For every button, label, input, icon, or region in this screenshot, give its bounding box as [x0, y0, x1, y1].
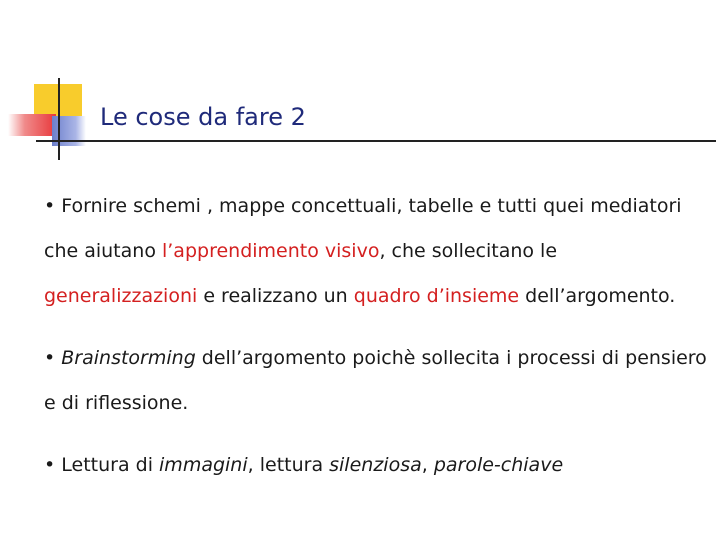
bullet-3: • — [44, 454, 56, 476]
p1-text-a: Fornire schemi , mappe concettuali, tabelle e tutti quei mediatori che aiutano — [44, 195, 682, 262]
p3-text-c: , lettura — [247, 454, 330, 476]
p3-immagini: immagini — [159, 454, 248, 476]
bullet-1: • — [44, 195, 56, 217]
bullet-2: • — [44, 347, 56, 369]
p2-brainstorming: Brainstorming — [61, 347, 196, 369]
p3-silenziosa: silenziosa — [329, 454, 422, 476]
p1-highlight-visual-learning: l’apprendimento visivo — [161, 240, 380, 262]
bullet-paragraph-3 — [44, 443, 710, 488]
decor-red-bar — [8, 114, 56, 136]
bullet-paragraph-1 — [44, 184, 710, 319]
p3-text-a: Lettura di — [61, 454, 160, 476]
p1-text-c: , che sollecitano le — [379, 240, 558, 262]
p3-text-e: , — [421, 454, 434, 476]
bullet-paragraph-2 — [44, 336, 710, 426]
p1-highlight-overview: quadro d’insieme — [353, 285, 520, 307]
p1-text-e: e realizzano un — [197, 285, 354, 307]
p1-highlight-generalizations: generalizzazioni — [44, 285, 198, 307]
p1-text-g: dell’argomento. — [519, 285, 676, 307]
title-underline — [36, 140, 716, 142]
slide-title: Le cose da fare 2 — [100, 103, 306, 131]
slide-body — [44, 184, 710, 505]
p2-text-b: dell’argomento poichè sollecita i processi di pensiero e di riflessione. — [44, 347, 707, 414]
p3-parole-chiave: parole-chiave — [433, 454, 564, 476]
decor-vertical-line — [58, 78, 60, 160]
